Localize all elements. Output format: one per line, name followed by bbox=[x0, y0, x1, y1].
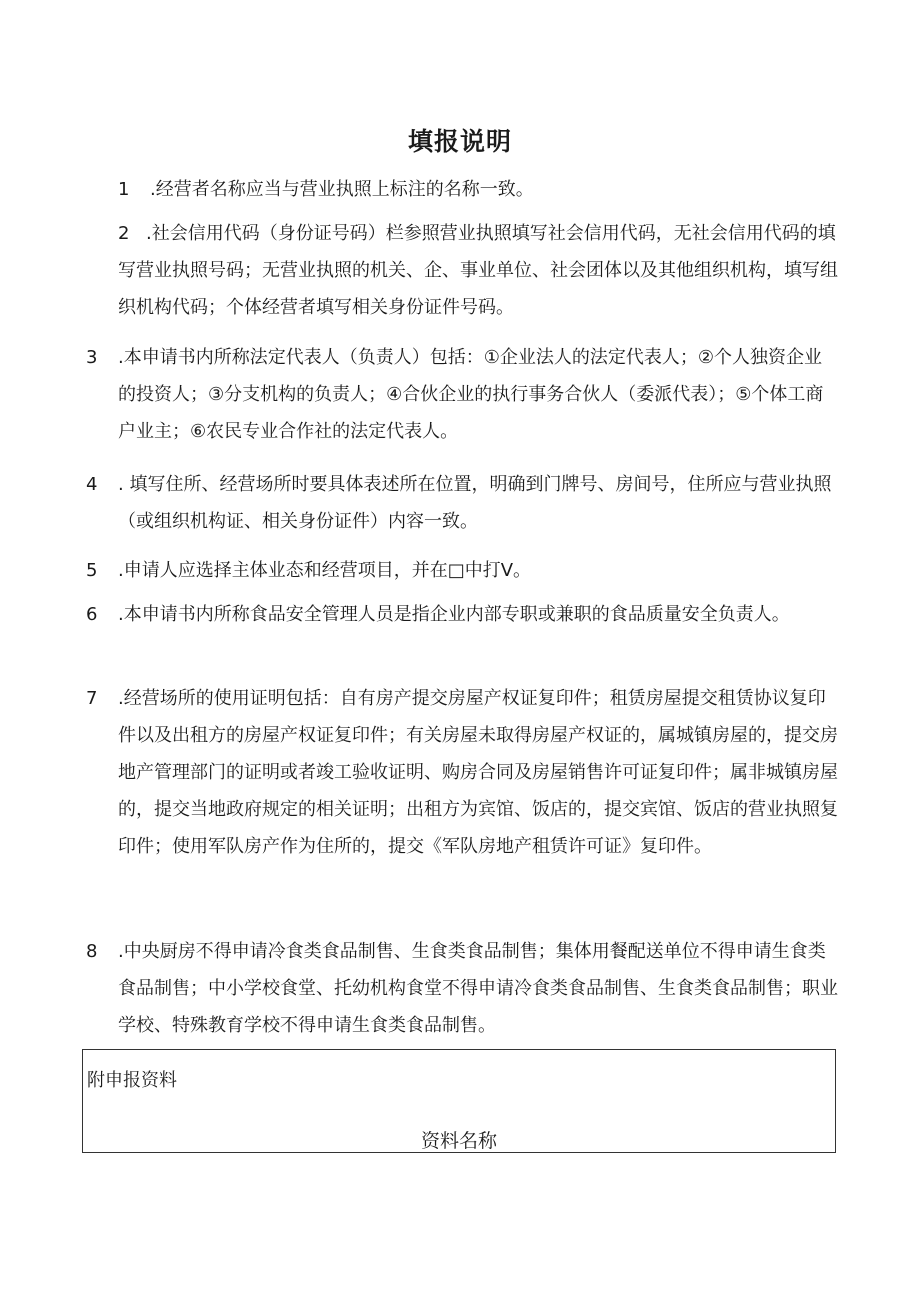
item-text: .社会信用代码（身份证号码）栏参照营业执照填写社会信用代码，无社会信用代码的填写营业执照号码；无营业执照的机关、企、事业单位、社会团体以及其他组织机构，填写组织机构代码；个体经营者填写相关身份证件号码。 bbox=[118, 223, 838, 318]
instruction-item-3 bbox=[86, 339, 838, 450]
attachments-table bbox=[82, 1049, 836, 1153]
item-text: . 填写住所、经营场所时要具体表述所在位置，明确到门牌号、房间号，住所应与营业执照（或组织机构证、相关身份证件）内容一致。 bbox=[118, 474, 832, 532]
item-text: .经营场所的使用证明包括：自有房产提交房屋产权证复印件；租赁房屋提交租赁协议复印件以及出租方的房屋产权证复印件；有关房屋未取得房屋产权证的，属城镇房屋的，提交房地产管理部门的证明或者竣工验收证明、购房合同及房屋销售许可证复印件；属非城镇房屋的，提交当地政府规定的相关证明；出租方为宾馆、饭店的，提交宾馆、饭店的营业执照复印件；使用军队房产作为住所的，提交《军队房地产租赁许可证》复印件。 bbox=[118, 688, 838, 857]
instruction-item-6 bbox=[86, 596, 838, 633]
item-number: 3 bbox=[86, 347, 98, 368]
item-text: .本申请书内所称食品安全管理人员是指企业内部专职或兼职的食品质量安全负责人。 bbox=[118, 604, 790, 625]
instruction-item-7 bbox=[86, 680, 838, 865]
page-title: 填报说明 bbox=[407, 127, 512, 156]
instruction-item-4 bbox=[86, 466, 838, 540]
instruction-item-5 bbox=[86, 552, 838, 589]
instruction-item-2 bbox=[118, 215, 838, 326]
item-text: .中央厨房不得申请冷食类食品制售、生食类食品制售；集体用餐配送单位不得申请生食类食品制售；中小学校食堂、托幼机构食堂不得申请冷食类食品制售、生食类食品制售；职业学校、特殊教育学校不得申请生食类食品制售。 bbox=[118, 941, 838, 1036]
instruction-item-8 bbox=[86, 933, 838, 1044]
item-number: 6 bbox=[86, 604, 98, 625]
item-number: 5 bbox=[86, 560, 98, 581]
item-text: .经营者名称应当与营业执照上标注的名称一致。 bbox=[150, 179, 534, 200]
item-number: 7 bbox=[86, 688, 98, 709]
instruction-item-1 bbox=[118, 171, 838, 208]
item-text: .本申请书内所称法定代表人（负责人）包括：①企业法人的法定代表人；②个人独资企业的投资人；③分支机构的负责人；④合伙企业的执行事务合伙人（委派代表）；⑤个体工商户业主；⑥农民专业合作社的法定代表人。 bbox=[118, 347, 824, 442]
attachments-title: 附申报资料 bbox=[87, 1070, 177, 1091]
item-number: 1 bbox=[118, 179, 130, 200]
column-header-document-name: 资料名称 bbox=[420, 1130, 497, 1152]
item-number: 2 bbox=[118, 223, 130, 244]
item-number: 4 bbox=[86, 474, 98, 495]
item-number: 8 bbox=[86, 941, 98, 962]
item-text: .申请人应选择主体业态和经营项目，并在□中打V。 bbox=[118, 560, 532, 581]
